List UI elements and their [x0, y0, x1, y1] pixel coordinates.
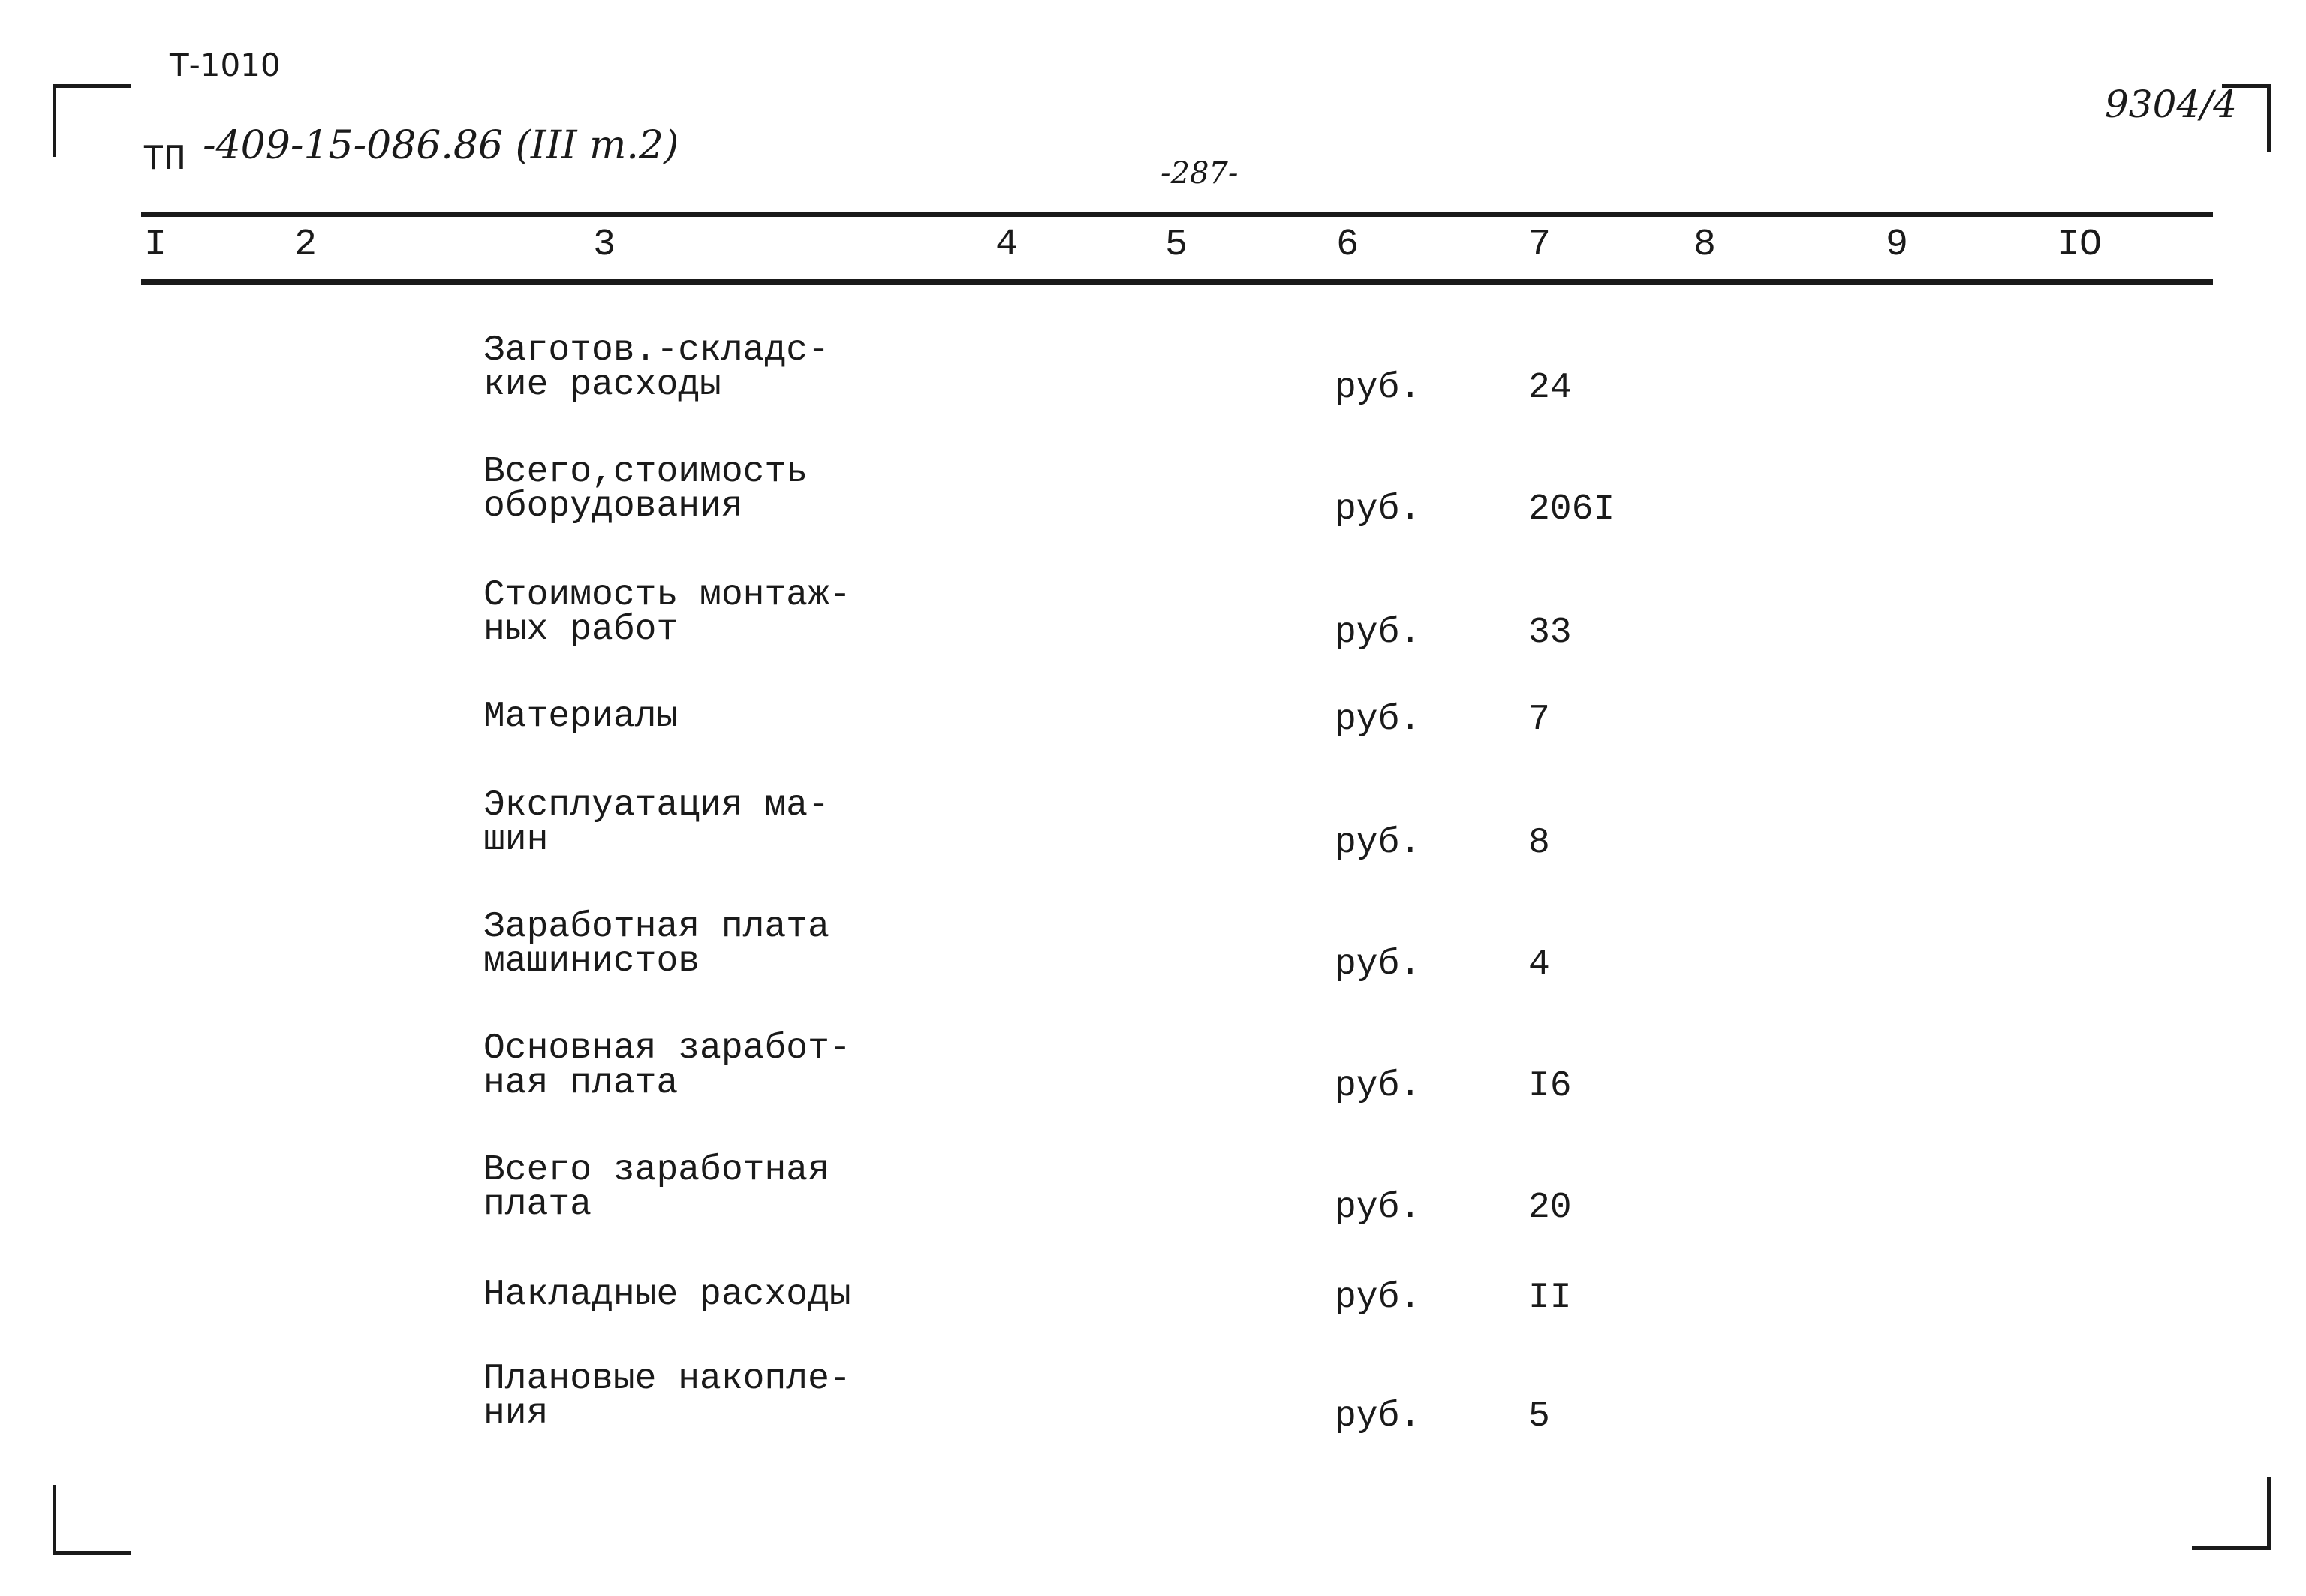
column-number: 3	[593, 224, 616, 267]
column-number: I	[144, 224, 167, 267]
column-number: 6	[1336, 224, 1359, 267]
row-label: Материалы	[483, 697, 679, 737]
row-label: Основная заработ- ная плата	[483, 1028, 851, 1104]
row-value: II	[1528, 1278, 1572, 1318]
sheet-number: 9304/4	[2105, 83, 2237, 126]
row-value: 5	[1528, 1396, 1550, 1437]
row-value: 24	[1528, 368, 1572, 408]
row-unit: руб.	[1335, 1188, 1422, 1228]
row-unit: руб.	[1335, 944, 1422, 985]
row-value: 7	[1528, 700, 1550, 740]
frame-corner-bottom-right	[2192, 1477, 2271, 1550]
row-unit: руб.	[1335, 613, 1422, 653]
row-value: I6	[1528, 1066, 1572, 1107]
row-label: Плановые накопле- ния	[483, 1359, 851, 1434]
row-value: 20	[1528, 1188, 1572, 1228]
row-label: Эксплуатация ма- шин	[483, 785, 829, 860]
row-value: 33	[1528, 613, 1572, 653]
row-unit: руб.	[1335, 368, 1422, 408]
row-unit: руб.	[1335, 1066, 1422, 1107]
column-number: 4	[995, 224, 1019, 267]
table-header-rule-bottom	[141, 279, 2213, 285]
row-label: Заготов.-складс- кие расходы	[483, 330, 829, 405]
page-number: -287-	[1161, 156, 1239, 191]
row-label: Заработная плата машинистов	[483, 907, 829, 982]
column-number: 8	[1693, 224, 1717, 267]
row-label: Накладные расходы	[483, 1275, 851, 1315]
row-label: Всего,стоимость оборудования	[483, 452, 808, 527]
row-label: Стоимость монтаж- ных работ	[483, 575, 851, 650]
table-header-rule-top	[141, 212, 2213, 217]
column-number: 5	[1165, 224, 1188, 267]
column-number: 2	[294, 224, 318, 267]
row-unit: руб.	[1335, 489, 1422, 530]
frame-corner-bottom-left	[53, 1485, 131, 1555]
row-unit: руб.	[1335, 823, 1422, 863]
column-number: 9	[1886, 224, 1909, 267]
row-value: 8	[1528, 823, 1550, 863]
column-number: IO	[2057, 224, 2103, 267]
row-value: 206I	[1528, 489, 1615, 530]
row-value: 4	[1528, 944, 1550, 985]
column-number: 7	[1528, 224, 1552, 267]
row-unit: руб.	[1335, 1278, 1422, 1318]
row-unit: руб.	[1335, 700, 1422, 740]
row-unit: руб.	[1335, 1396, 1422, 1437]
project-code: -409-15-086.86 (III т.2)	[203, 123, 679, 168]
frame-corner-top-left	[53, 84, 131, 157]
project-prefix: ТП	[143, 140, 186, 180]
row-label: Всего заработная плата	[483, 1150, 829, 1225]
document-code: Т-1010	[170, 47, 281, 83]
